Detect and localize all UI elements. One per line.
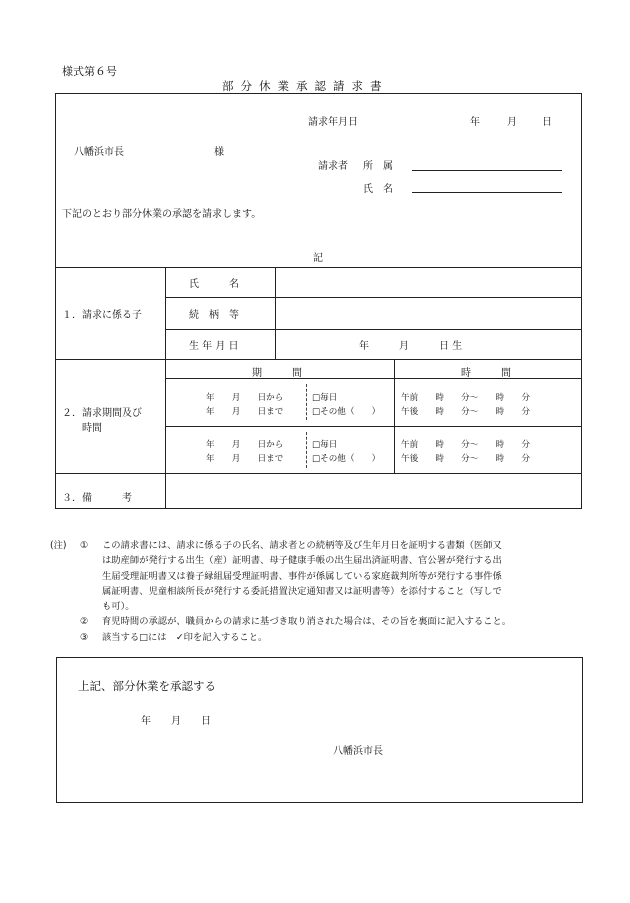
period-header: 期 間 (252, 368, 302, 379)
form-title: 部分休業承認請求書 (222, 79, 389, 93)
divider (56, 359, 581, 360)
request-date-label: 請求年月日 (308, 117, 358, 128)
child-birthdate-field[interactable]: 年 月 日 生 (359, 341, 463, 352)
divider (165, 426, 581, 427)
child-birthdate-label: 生 年 月 日 (189, 341, 239, 352)
note-item (50, 538, 586, 614)
child-name-field[interactable] (278, 270, 578, 295)
other-checkbox[interactable]: □その他（ ） (312, 407, 381, 417)
time-header: 時 間 (461, 368, 511, 379)
request-date-year[interactable]: 年 (470, 117, 480, 128)
pm-time-field[interactable]: 午後 時 分～ 時 分 (401, 454, 530, 464)
divider (306, 384, 307, 420)
pm-time-field[interactable]: 午後 時 分～ 時 分 (401, 407, 530, 417)
am-time-field[interactable]: 午前 時 分～ 時 分 (401, 393, 530, 403)
section2-label-cont: 時間 (82, 423, 102, 434)
other-checkbox[interactable]: □その他（ ） (312, 454, 381, 464)
divider (56, 473, 581, 474)
period-from-field[interactable]: 年 月 日から (206, 393, 284, 403)
request-statement: 下記のとおり部分休業の承認を請求します。 (62, 209, 262, 220)
name-field[interactable] (412, 192, 562, 193)
name-label: 氏 名 (363, 184, 393, 195)
child-relationship-label: 続 柄 等 (189, 310, 239, 321)
approval-statement: 上記、部分休業を承認する (78, 679, 216, 693)
note-line: 該当する□には ✓印を記入すること。 (102, 631, 268, 643)
notes-head: (注) (50, 540, 67, 551)
requester-label: 請求者 (318, 161, 348, 172)
child-name-label: 氏 名 (189, 279, 239, 290)
approval-signer: 八幡浜市長 (333, 746, 383, 757)
affiliation-field[interactable] (412, 170, 562, 171)
divider (165, 329, 581, 330)
ki-label: 記 (313, 253, 323, 264)
request-date-month[interactable]: 月 (507, 117, 517, 128)
note-line: も可）。 (102, 601, 135, 613)
note-number: ① (80, 540, 89, 551)
period-to-field[interactable]: 年 月 日まで (206, 454, 284, 464)
note-item (50, 614, 586, 629)
child-relationship-field[interactable] (278, 300, 578, 327)
approval-box (56, 657, 583, 803)
form-number: 様式第６号 (62, 65, 117, 78)
addressee: 八幡浜市長 (74, 147, 124, 158)
every-day-checkbox[interactable]: □毎日 (312, 393, 338, 403)
note-number: ③ (80, 631, 89, 643)
notes-section (50, 538, 586, 645)
note-item (50, 630, 586, 645)
note-line: 属証明書、児童相談所長が発行する委託措置決定通知書又は証明書等）を添付すること（写しで (102, 585, 502, 597)
request-date-day[interactable]: 日 (542, 117, 552, 128)
note-line: この請求書には、請求に係る子の氏名、請求者との続柄等及び生年月日を証明する書類（医師又 (102, 540, 502, 551)
section3-label: ３．備 考 (62, 493, 132, 504)
divider (275, 267, 276, 359)
divider (165, 297, 581, 298)
divider (165, 473, 166, 508)
period-to-field[interactable]: 年 月 日まで (206, 407, 284, 417)
section2-label: ２．請求期間及び (62, 408, 142, 419)
divider (306, 432, 307, 468)
note-line: は助産師が発行する出生（産）証明書、母子健康手帳の出生届出済証明書、官公署が発行する出 (102, 555, 502, 567)
divider (394, 359, 395, 473)
note-number: ② (80, 616, 89, 628)
approval-date-field[interactable]: 年 月 日 (141, 716, 211, 727)
affiliation-label: 所 属 (363, 161, 393, 172)
note-line: 生届受理証明書又は養子縁組届受理証明書、事件が係属している家庭裁判所等が発行する事件係 (102, 570, 502, 582)
note-line: 育児時間の承認が、職員からの請求に基づき取り消された場合は、その旨を裏面に記入すること。 (102, 616, 512, 628)
every-day-checkbox[interactable]: □毎日 (312, 440, 338, 450)
divider (56, 267, 581, 268)
am-time-field[interactable]: 午前 時 分～ 時 分 (401, 440, 530, 450)
honorific: 様 (214, 147, 224, 158)
period-from-field[interactable]: 年 月 日から (206, 440, 284, 450)
section1-label: １．請求に係る子 (62, 310, 142, 321)
request-form-box (55, 93, 582, 509)
remarks-field[interactable] (168, 476, 578, 506)
divider (165, 378, 581, 379)
